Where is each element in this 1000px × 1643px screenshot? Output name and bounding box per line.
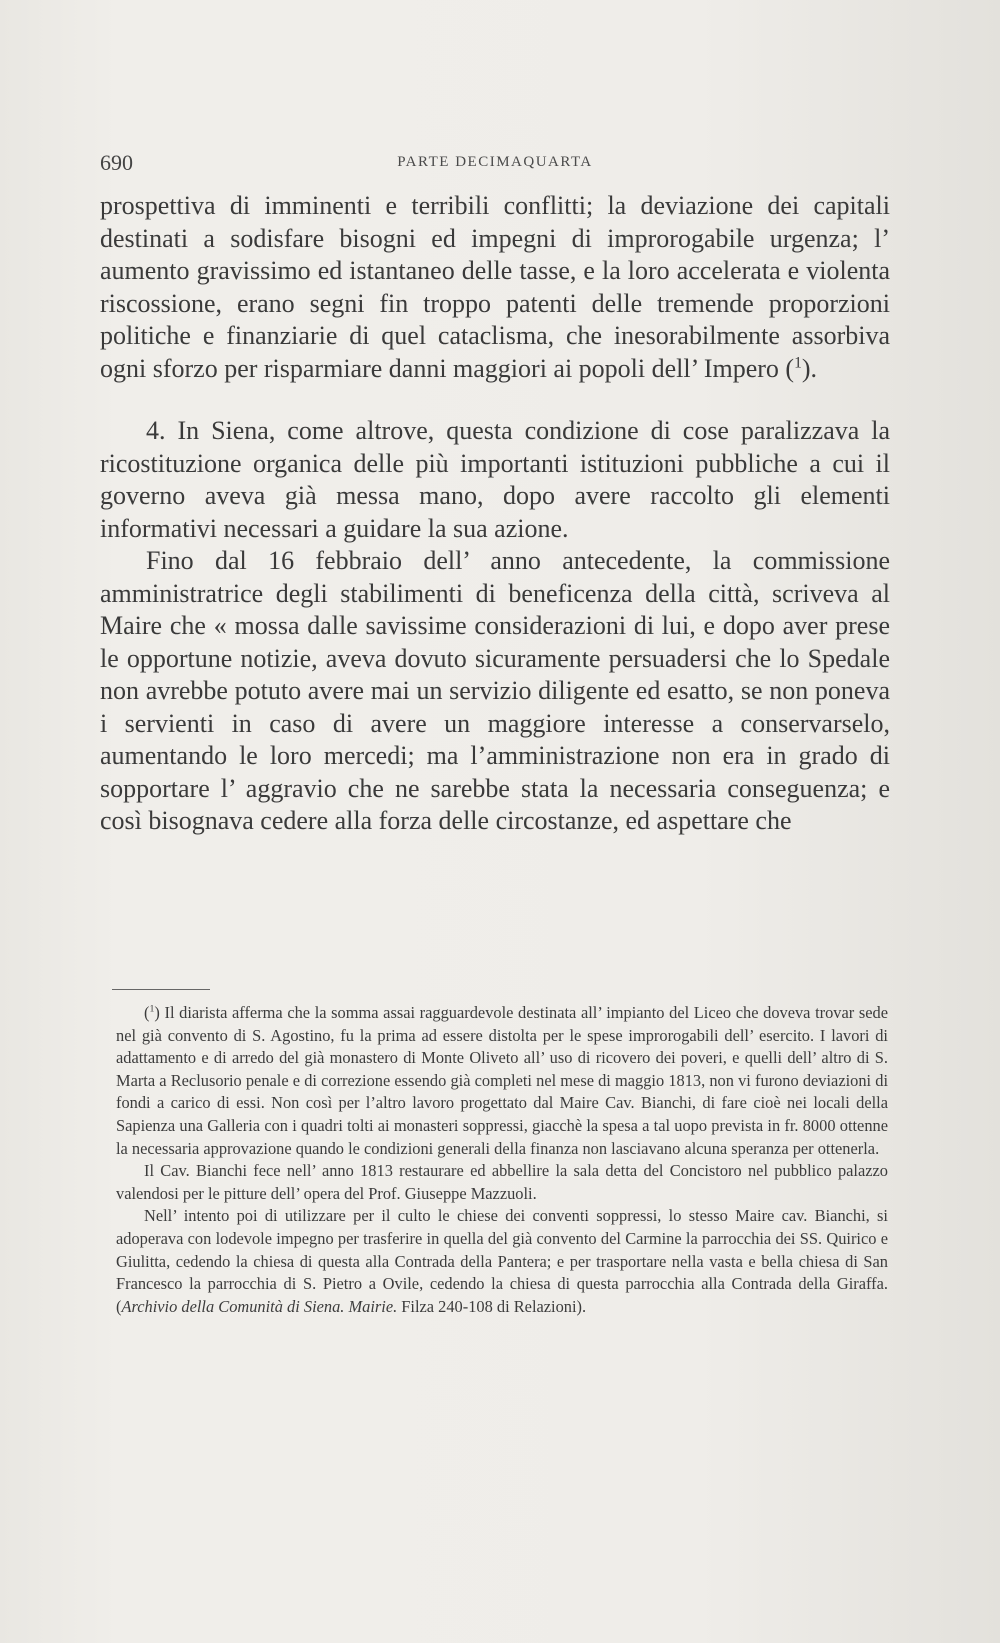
paragraph-2: 4. In Siena, come altrove, questa condizione di cose paralizzava la ricostituzione organica delle più importanti istituzioni pubbliche a cui il governo aveva già messa mano, dopo avere raccolto gli elementi informativi necessari a guidare la sua azione. [100,416,890,543]
paragraph-1-text: prospettiva di imminenti e terribili conflitti; la deviazione dei capitali destinati a sodisfare bisogni ed impegni di improrogabile urgenza; l’ aumento gravissimo ed istantaneo delle tasse, e la loro accelerata e violenta riscossione, erano segni fin troppo patenti delle tremende proporzioni politiche e finanziarie di quel cataclisma, che inesorabilmente assorbiva ogni sforzo per risparmiare danni maggiori ai popoli dell’ Impero [100,191,890,383]
footnote-ref-close: ). [801,353,818,383]
footnote-divider [112,989,210,990]
footnote-3 [116,1205,888,1318]
footnote-1 [116,1002,888,1160]
footnote-3-source-tail: Filza 240-108 di Relazioni). [397,1296,587,1316]
footnote-2: Il Cav. Bianchi fece nell’ anno 1813 restaurare ed abbellire la sala detta del Concistoro nel pubblico palazzo valendosi per le pitture dell’ opera del Prof. Giuseppe Mazzuoli. [116,1161,888,1203]
page-number: 690 [100,150,133,175]
footnote-3-text: Nell’ intento poi di utilizzare per il culto le chiese dei conventi soppressi, lo stesso Maire cav. Bianchi, si adoperava con lodevole impegno per trasferire in quella del già convento del Carmine la parrocchia dei SS. Quirico e Giulitta, cedendo la chiesa di questa alla Contrada della Pantera; e per trasportare nella vasta e bella chiesa di San Francesco la parrocchia di S. Pietro a Ovile, cedendo la chiesa di questa parrocchia alla Contrada della Giraffa. [116,1206,888,1294]
footnote-1-text: Il diarista afferma che la somma assai ragguardevole destinata all’ impianto del Liceo che doveva trovar sede nel già convento di S. Agostino, fu la prima ad essere distolta per le spese improrogabili dell’ esercito. I lavori di adattamento e di arredo del già monastero di Monte Oliveto all’ uso di ricovero dei poveri, e quelli dell’ altro di S. Marta a Reclusorio penale e di correzione essendo già completi nel mese di maggio 1813, non vi furono deviazioni di fondi a carico di essi. Non così per l’altro lavoro progettato dal Maire Cav. Bianchi, di fare cioè nei locali della Sapienza una Galleria con i quadri tolti ai monasteri soppressi, giacchè la spesa a tal uopo prevista in fr. 8000 ottenne la necessaria approvazione quando le condizioni generali della finanza non lasciavano alcuna speranza per ottenerla. [116,1003,888,1158]
paragraph-1 [100,190,890,385]
footnote-3-source-open: ( [116,1296,122,1316]
footnotes [116,1002,888,1318]
footnote-1-marker-number: 1 [149,1003,155,1015]
main-text [100,190,890,838]
page-header [100,150,890,180]
running-head: PARTE DECIMAQUARTA [397,154,593,170]
footnote-3-source-italic: Archivio della Comunità di Siena. Mairie. [121,1296,398,1316]
footnote-ref-number: 1 [794,353,802,371]
footnote-1-marker-open: ( [144,1003,150,1022]
footnote-1-marker-close: ) [154,1003,160,1022]
footnote-ref-open: ( [778,353,795,383]
paragraph-3: Fino dal 16 febbraio dell’ anno antecedente, la commissione amministratrice degli stabilimenti di beneficenza della città, scriveva al Maire che « mossa dalle savissime considerazioni di lui, e dopo aver prese le opportune notizie, aveva dovuto sicuramente persuadersi che lo Spedale non avrebbe potuto avere mai un servizio diligente ed esatto, se non poneva i servienti in caso di avere un maggiore interesse a conservarselo, aumentando le loro mercedi; ma l’amministrazione non era in grado di sopportare l’ aggravio che ne sarebbe stata la necessaria conseguenza; e così bisognava cedere alla forza delle circostanze, ed aspettare che [100,546,890,835]
